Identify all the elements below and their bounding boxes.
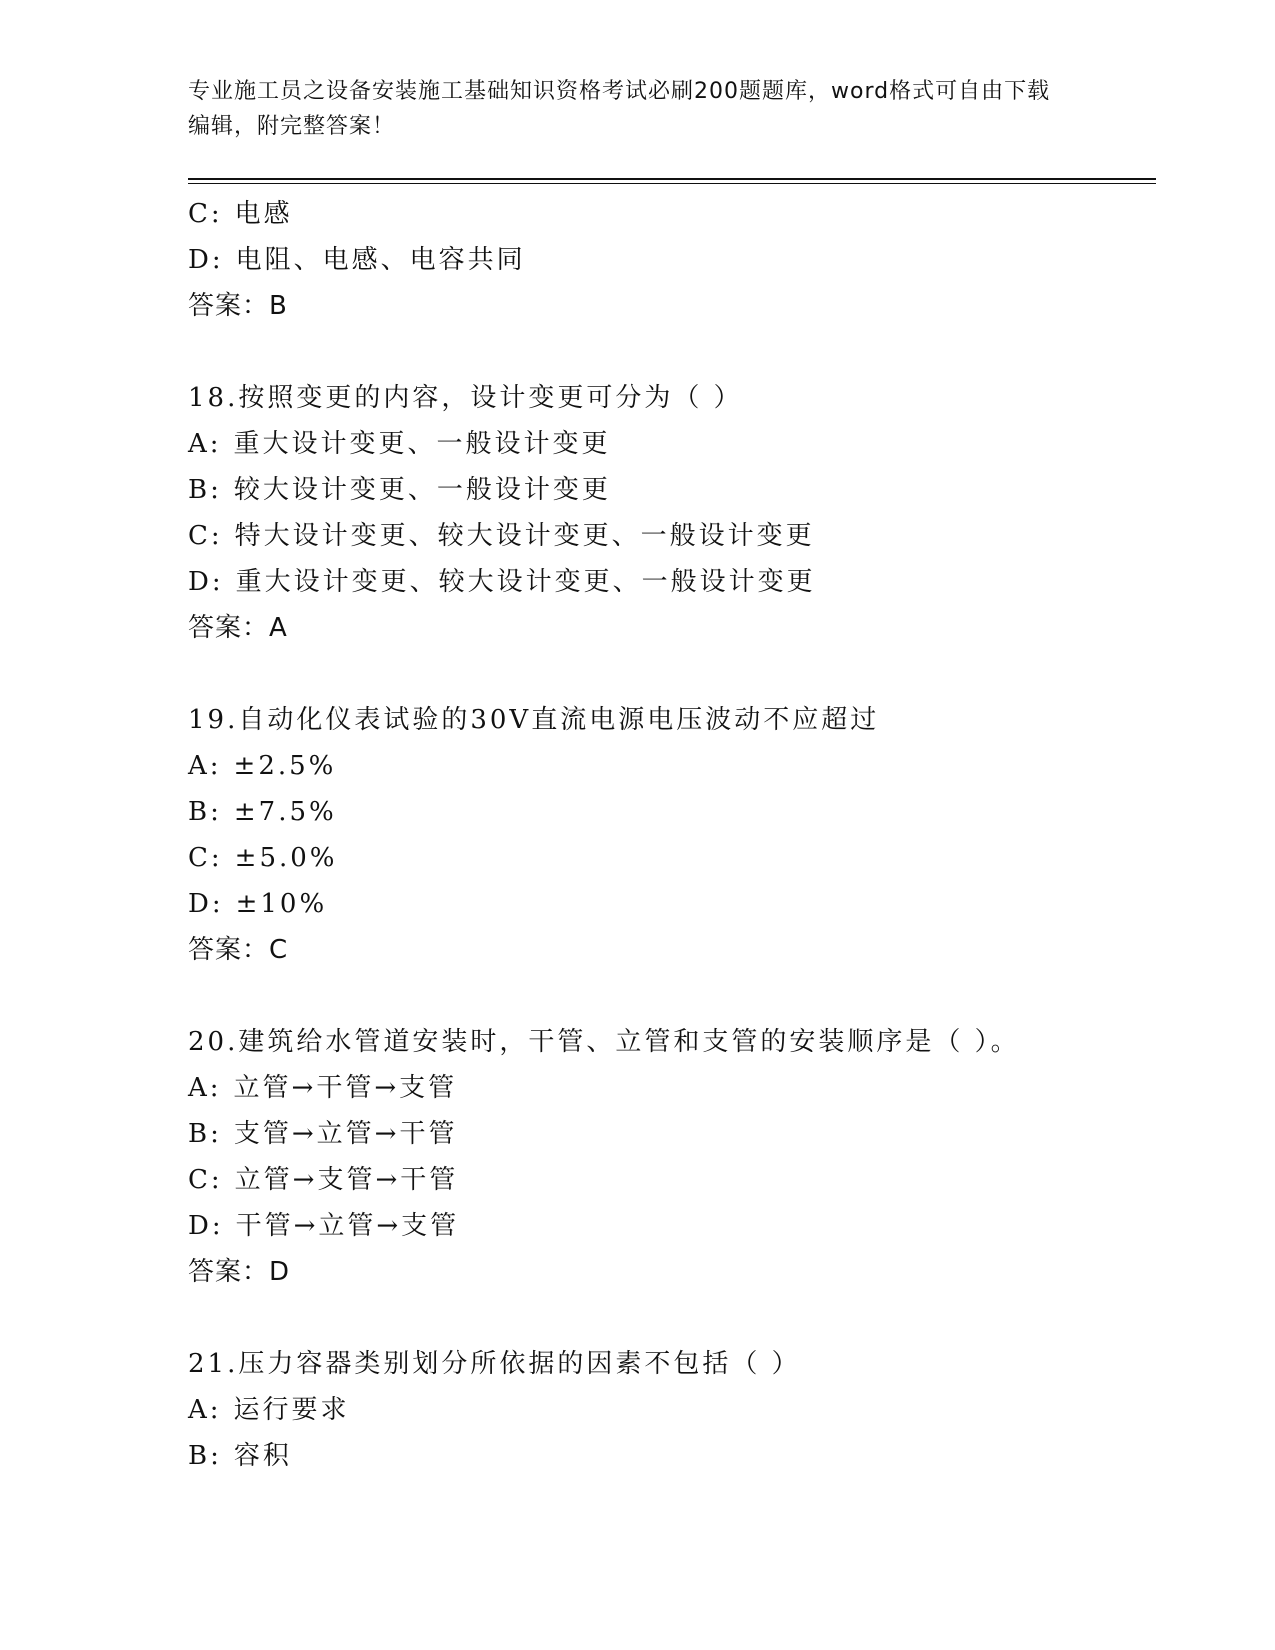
answer-line: 答案：D <box>188 1257 291 1287</box>
option-text: 电感 <box>234 199 293 229</box>
option-label: B: <box>188 797 222 827</box>
option-text: 电阻、电感、电容共同 <box>235 245 526 275</box>
option-label: D: <box>188 245 224 275</box>
option-label: D: <box>188 567 224 597</box>
option-line <box>188 881 1148 927</box>
option-label: A: <box>188 1073 222 1103</box>
question-stem: 21.压力容器类别划分所依据的因素不包括（ ） <box>188 1349 801 1379</box>
option-label: B: <box>188 475 222 505</box>
question-stem: 20.建筑给水管道安装时，干管、立管和支管的安装顺序是（ ）。 <box>188 1027 1020 1057</box>
header-rule-thin <box>188 183 1156 184</box>
header-rule-thick <box>188 178 1156 180</box>
option-label: C: <box>188 521 223 551</box>
spacer <box>188 329 1148 375</box>
option-line <box>188 789 1148 835</box>
option-text: ±7.5% <box>233 797 337 827</box>
question-stem: 18.按照变更的内容，设计变更可分为（ ） <box>188 383 743 413</box>
answer-line: 答案：C <box>188 935 289 965</box>
option-line <box>188 1157 1148 1203</box>
option-label: A: <box>188 751 222 781</box>
option-line <box>188 835 1148 881</box>
option-text: ±2.5% <box>233 751 337 781</box>
spacer <box>188 1295 1148 1341</box>
option-text: 重大设计变更、一般设计变更 <box>233 429 611 459</box>
option-line <box>188 1433 1148 1479</box>
option-line <box>188 1111 1148 1157</box>
option-line <box>188 559 1148 605</box>
option-line <box>188 421 1148 467</box>
option-label: C: <box>188 199 223 229</box>
option-line <box>188 1065 1148 1111</box>
option-line <box>188 191 1148 237</box>
answer-line: 答案：A <box>188 613 288 643</box>
option-text: 支管→立管→干管 <box>233 1119 458 1149</box>
question-stem: 19.自动化仪表试验的30V直流电源电压波动不应超过 <box>188 705 880 735</box>
option-label: A: <box>188 1395 222 1425</box>
option-label: A: <box>188 429 222 459</box>
option-label: D: <box>188 889 224 919</box>
option-text: 特大设计变更、较大设计变更、一般设计变更 <box>234 521 815 551</box>
spacer <box>188 973 1148 1019</box>
option-text: 立管→支管→干管 <box>234 1165 459 1195</box>
option-text: 立管→干管→支管 <box>233 1073 458 1103</box>
option-line <box>188 237 1148 283</box>
spacer <box>188 651 1148 697</box>
option-label: C: <box>188 843 223 873</box>
option-text: 容积 <box>233 1441 292 1471</box>
option-line <box>188 1203 1148 1249</box>
option-line <box>188 743 1148 789</box>
option-text: 重大设计变更、较大设计变更、一般设计变更 <box>235 567 816 597</box>
option-text: ±10% <box>235 889 328 919</box>
option-text: ±5.0% <box>234 843 338 873</box>
option-text: 运行要求 <box>233 1395 350 1425</box>
option-line <box>188 1387 1148 1433</box>
document-header: 专业施工员之设备安装施工基础知识资格考试必刷200题题库，word格式可自由下载编辑，附完整答案！ <box>188 79 1051 139</box>
option-text: 干管→立管→支管 <box>235 1211 460 1241</box>
option-label: B: <box>188 1119 222 1149</box>
option-label: C: <box>188 1165 223 1195</box>
option-line <box>188 467 1148 513</box>
option-text: 较大设计变更、一般设计变更 <box>233 475 611 505</box>
option-line <box>188 513 1148 559</box>
question-list <box>188 191 1148 1479</box>
answer-line: 答案：B <box>188 291 288 321</box>
option-label: B: <box>188 1441 222 1471</box>
option-label: D: <box>188 1211 224 1241</box>
